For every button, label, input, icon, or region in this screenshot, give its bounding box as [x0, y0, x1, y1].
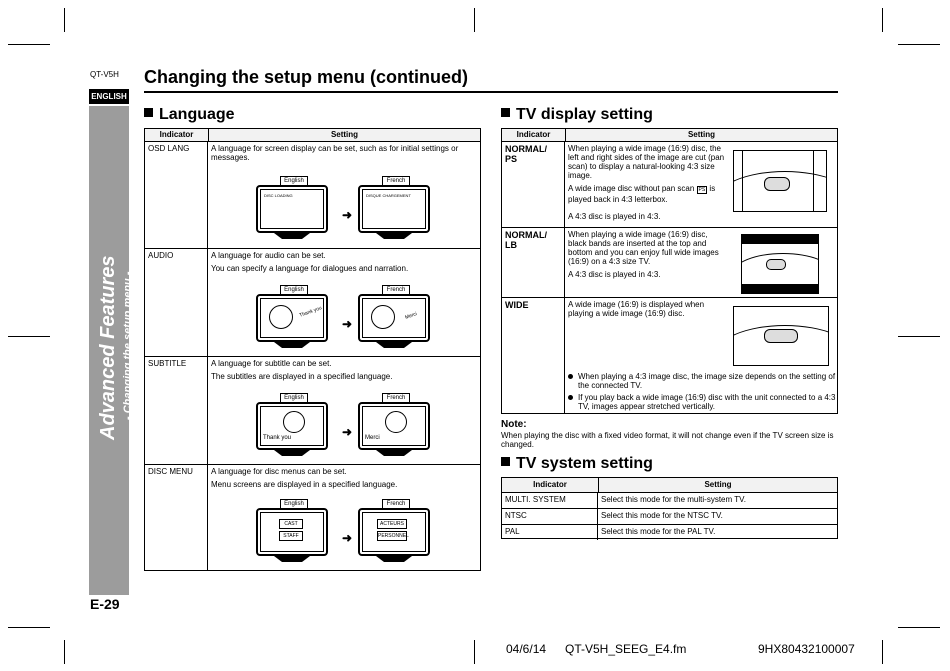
footer-date: 04/6/14 [506, 642, 547, 656]
french-label: French [382, 176, 410, 186]
screen-text: Merci [404, 311, 418, 321]
wide-illustration [733, 306, 829, 366]
french-label: French [382, 393, 410, 403]
tv-illustration [358, 176, 432, 242]
row-text: A language for audio can be set. [211, 251, 326, 260]
table-row [502, 228, 837, 298]
row-text: When playing a wide image (16:9) disc, the left and right sides of the image are cut (pan scan) to display a natural-looking 4:3 size image. [568, 144, 725, 180]
menu-item: CAST [279, 519, 303, 529]
french-label: French [382, 285, 410, 295]
screen-text: Thank you [298, 305, 323, 319]
table-row [502, 493, 837, 509]
subtitle-text: Merci [365, 435, 380, 441]
page-title: Changing the setup menu (continued) [144, 67, 468, 87]
row-indicator: NORMAL/ PS [502, 142, 565, 227]
language-tab: ENGLISH [89, 89, 129, 104]
english-label: English [280, 393, 308, 403]
col-setting: Setting [704, 480, 732, 489]
row-indicator: PAL [502, 525, 598, 540]
col-indicator: Indicator [502, 478, 599, 492]
tv-illustration [256, 285, 330, 351]
ps-icon: PS [698, 187, 706, 193]
sidebar-title: Advanced Features [97, 255, 119, 440]
arrow-right-icon: ➜ [342, 317, 353, 331]
sidebar-subtitle: - Changing the setup menu - [122, 271, 134, 420]
screen-text: DISQUE CHARGEMENT [366, 193, 411, 198]
row-setting: Select this mode for the multi-system TV. [601, 495, 746, 504]
list-item: If you play back a wide image (16:9) disc with the unit connected to a 4:3 TV, images appear stretched vertically. [568, 393, 844, 411]
note-title: Note: [501, 419, 527, 430]
row-indicator: DISC MENU [145, 465, 208, 571]
menu-item: PERSONNEL [378, 533, 409, 539]
tv-display-table [501, 128, 838, 414]
row-text: You can specify a language for dialogues and narration. [211, 264, 409, 273]
row-text: A 4:3 disc is played in 4:3. [568, 212, 661, 221]
footer-code: 9HX80432100007 [758, 642, 855, 656]
table-row [502, 142, 837, 228]
english-label: English [280, 176, 308, 186]
table-row [145, 249, 480, 357]
arrow-right-icon: ➜ [342, 531, 353, 545]
row-text: Menu screens are displayed in a specified language. [211, 480, 398, 489]
language-section-title: Language [144, 106, 235, 124]
row-indicator: SUBTITLE [145, 357, 208, 464]
row-indicator: NTSC [502, 509, 598, 524]
row-indicator: WIDE [502, 298, 565, 414]
row-indicator: NORMAL/ LB [502, 228, 565, 297]
col-setting: Setting [687, 130, 716, 139]
row-setting: Select this mode for the PAL TV. [601, 527, 716, 536]
pan-scan-illustration [733, 150, 827, 212]
english-label: English [280, 499, 308, 509]
tv-illustration [256, 176, 330, 242]
row-text: A wide image disc without pan scan PS is played back in 4:3 letterbox. [568, 184, 716, 204]
square-bullet-icon [501, 108, 510, 117]
row-setting: Select this mode for the NTSC TV. [601, 511, 723, 520]
row-indicator: MULTI. SYSTEM [502, 493, 598, 508]
row-text: A language for screen display can be set, such as for initial settings or messages. [211, 144, 459, 162]
row-indicator: OSD LANG [145, 142, 208, 248]
row-text: A language for subtitle can be set. [211, 359, 332, 368]
tv-illustration [358, 393, 432, 459]
square-bullet-icon [501, 457, 510, 466]
menu-item: ACTEURS [377, 519, 407, 529]
col-indicator: Indicator [502, 129, 566, 141]
table-row [145, 357, 480, 465]
note-text: When playing the disc with a fixed video format, it will not change even if the TV screen size is changed. [501, 431, 834, 449]
footer-file: QT-V5H_SEEG_E4.fm [565, 642, 687, 656]
screen-text: DISC LOADING [264, 193, 293, 198]
title-rule [144, 91, 838, 93]
tv-illustration [256, 499, 330, 565]
table-row [502, 509, 837, 525]
list-item: When playing a 4:3 image disc, the image size depends on the setting of the connected TV. [568, 372, 844, 390]
tv-system-section-title: TV system setting [501, 455, 653, 473]
table-row [145, 142, 480, 249]
model-name: QT-V5H [90, 70, 119, 79]
table-row [145, 465, 480, 571]
tv-illustration [358, 285, 432, 351]
row-text: When playing a wide image (16:9) disc, black bands are inserted at the top and bottom and you can enjoy full wide images (16:9) on a 4:3 size TV. [568, 230, 719, 266]
row-text: A language for disc menus can be set. [211, 467, 347, 476]
bullet-dot-icon [568, 374, 573, 379]
row-indicator: AUDIO [145, 249, 208, 356]
letterbox-illustration [741, 234, 819, 294]
square-bullet-icon [144, 108, 153, 117]
arrow-right-icon: ➜ [342, 425, 353, 439]
french-label: French [382, 499, 410, 509]
row-text: The subtitles are displayed in a specified language. [211, 372, 393, 381]
table-row [502, 525, 837, 540]
english-label: English [280, 285, 308, 295]
tv-illustration [256, 393, 330, 459]
bullet-dot-icon [568, 395, 573, 400]
col-indicator: Indicator [145, 129, 209, 141]
tv-display-section-title: TV display setting [501, 106, 653, 124]
row-text: A 4:3 disc is played in 4:3. [568, 270, 661, 279]
menu-item: STAFF [279, 531, 303, 541]
arrow-right-icon: ➜ [342, 208, 353, 222]
col-setting: Setting [330, 130, 359, 139]
table-row [502, 298, 837, 414]
subtitle-text: Thank you [263, 435, 292, 441]
tv-system-table [501, 477, 838, 539]
tv-illustration [358, 499, 432, 565]
page-number: E-29 [90, 596, 120, 612]
language-table [144, 128, 481, 571]
row-text: A wide image (16:9) is displayed when playing a wide image (16:9) disc. [568, 300, 705, 318]
